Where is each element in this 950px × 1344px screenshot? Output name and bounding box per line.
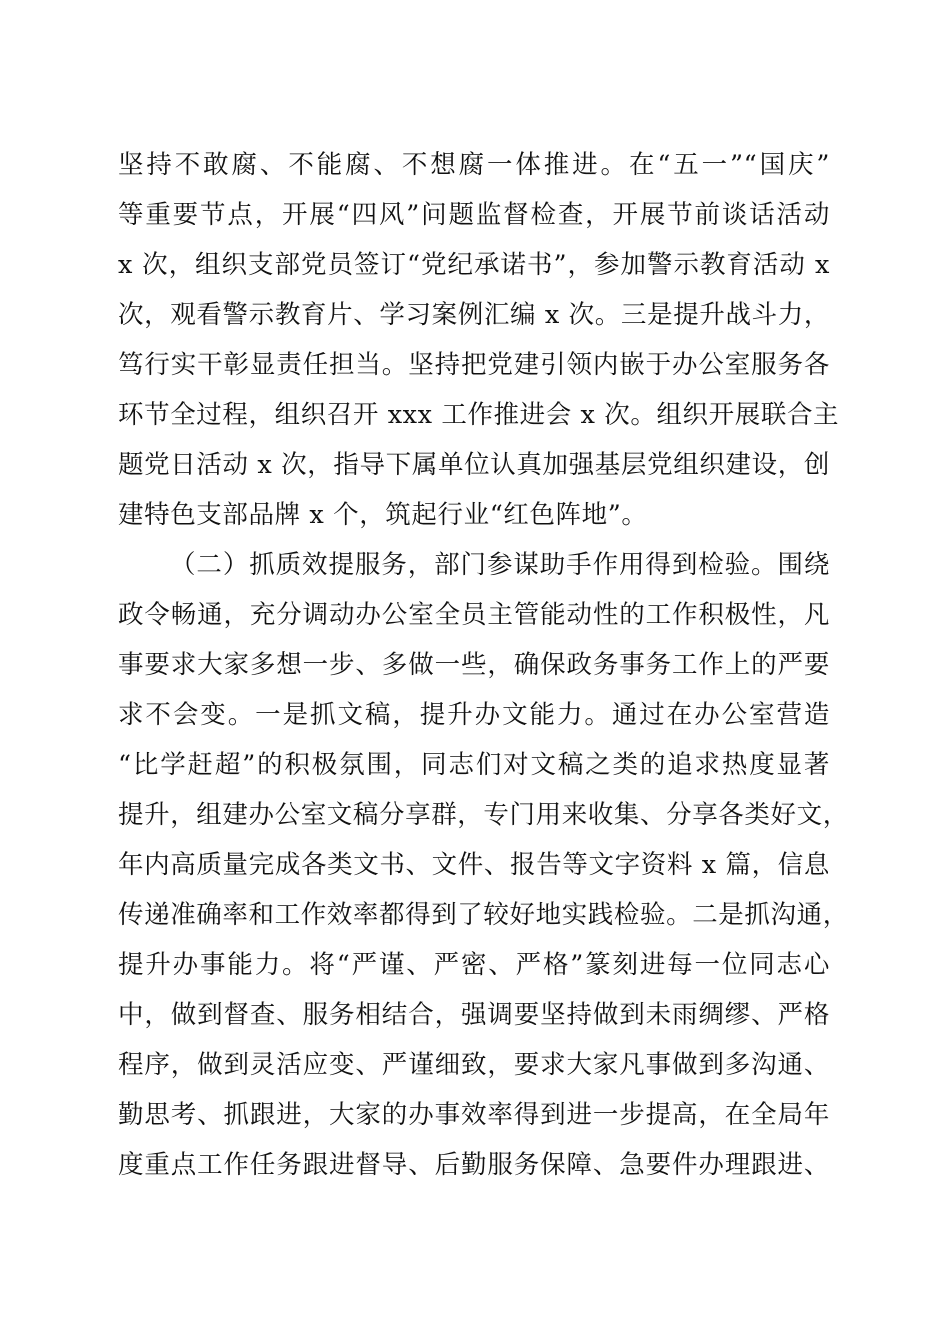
section-heading-line: （二）抓质效提服务，部门参谋助手作用得到检验。围绕	[170, 550, 830, 580]
text-line: 政令畅通，充分调动办公室全员主管能动性的工作积极性，凡	[118, 600, 830, 630]
paragraph-2	[118, 540, 849, 1190]
text-line: 度重点工作任务跟进督导、后勤服务保障、急要件办理跟进、	[118, 1150, 830, 1180]
text-line: 笃行实干彰显责任担当。坚持把党建引领内嵌于办公室服务各	[118, 350, 830, 380]
paragraph-1	[118, 140, 840, 540]
text-line: 年内高质量完成各类文书、文件、报告等文字资料 x 篇，信息	[118, 850, 830, 880]
text-line: 坚持不敢腐、不能腐、不想腐一体推进。在“五一”“国庆”	[118, 150, 830, 180]
text-line: 等重要节点，开展“四风”问题监督检查，开展节前谈话活动	[118, 200, 830, 230]
text-line: 提升办事能力。将“严谨、严密、严格”篆刻进每一位同志心	[118, 950, 830, 980]
text-line: 程序，做到灵活应变、严谨细致，要求大家凡事做到多沟通、	[118, 1050, 830, 1080]
text-line: 传递准确率和工作效率都得到了较好地实践检验。二是抓沟通，	[118, 900, 849, 930]
text-line: 提升，组建办公室文稿分享群，专门用来收集、分享各类好文，	[118, 800, 849, 830]
text-line: 环节全过程，组织召开 xxx 工作推进会 x 次。组织开展联合主	[118, 400, 840, 430]
text-line: x 次，组织支部党员签订“党纪承诺书”，参加警示教育活动 x	[118, 250, 830, 280]
text-line: 题党日活动 x 次，指导下属单位认真加强基层党组织建设，创	[118, 450, 830, 480]
text-line: 勤思考、抓跟进，大家的办事效率得到进一步提高，在全局年	[118, 1100, 830, 1130]
text-line: 建特色支部品牌 x 个，筑起行业“红色阵地”。	[118, 500, 648, 530]
text-line: 事要求大家多想一步、多做一些，确保政务事务工作上的严要	[118, 650, 830, 680]
document-body	[118, 140, 849, 1190]
text-line: “比学赶超”的积极氛围，同志们对文稿之类的追求热度显著	[118, 750, 830, 780]
text-line: 求不会变。一是抓文稿，提升办文能力。通过在办公室营造	[118, 700, 830, 730]
text-line: 中，做到督查、服务相结合，强调要坚持做到未雨绸缪、严格	[118, 1000, 830, 1030]
text-line: 次，观看警示教育片、学习案例汇编 x 次。三是提升战斗力，	[118, 300, 830, 330]
